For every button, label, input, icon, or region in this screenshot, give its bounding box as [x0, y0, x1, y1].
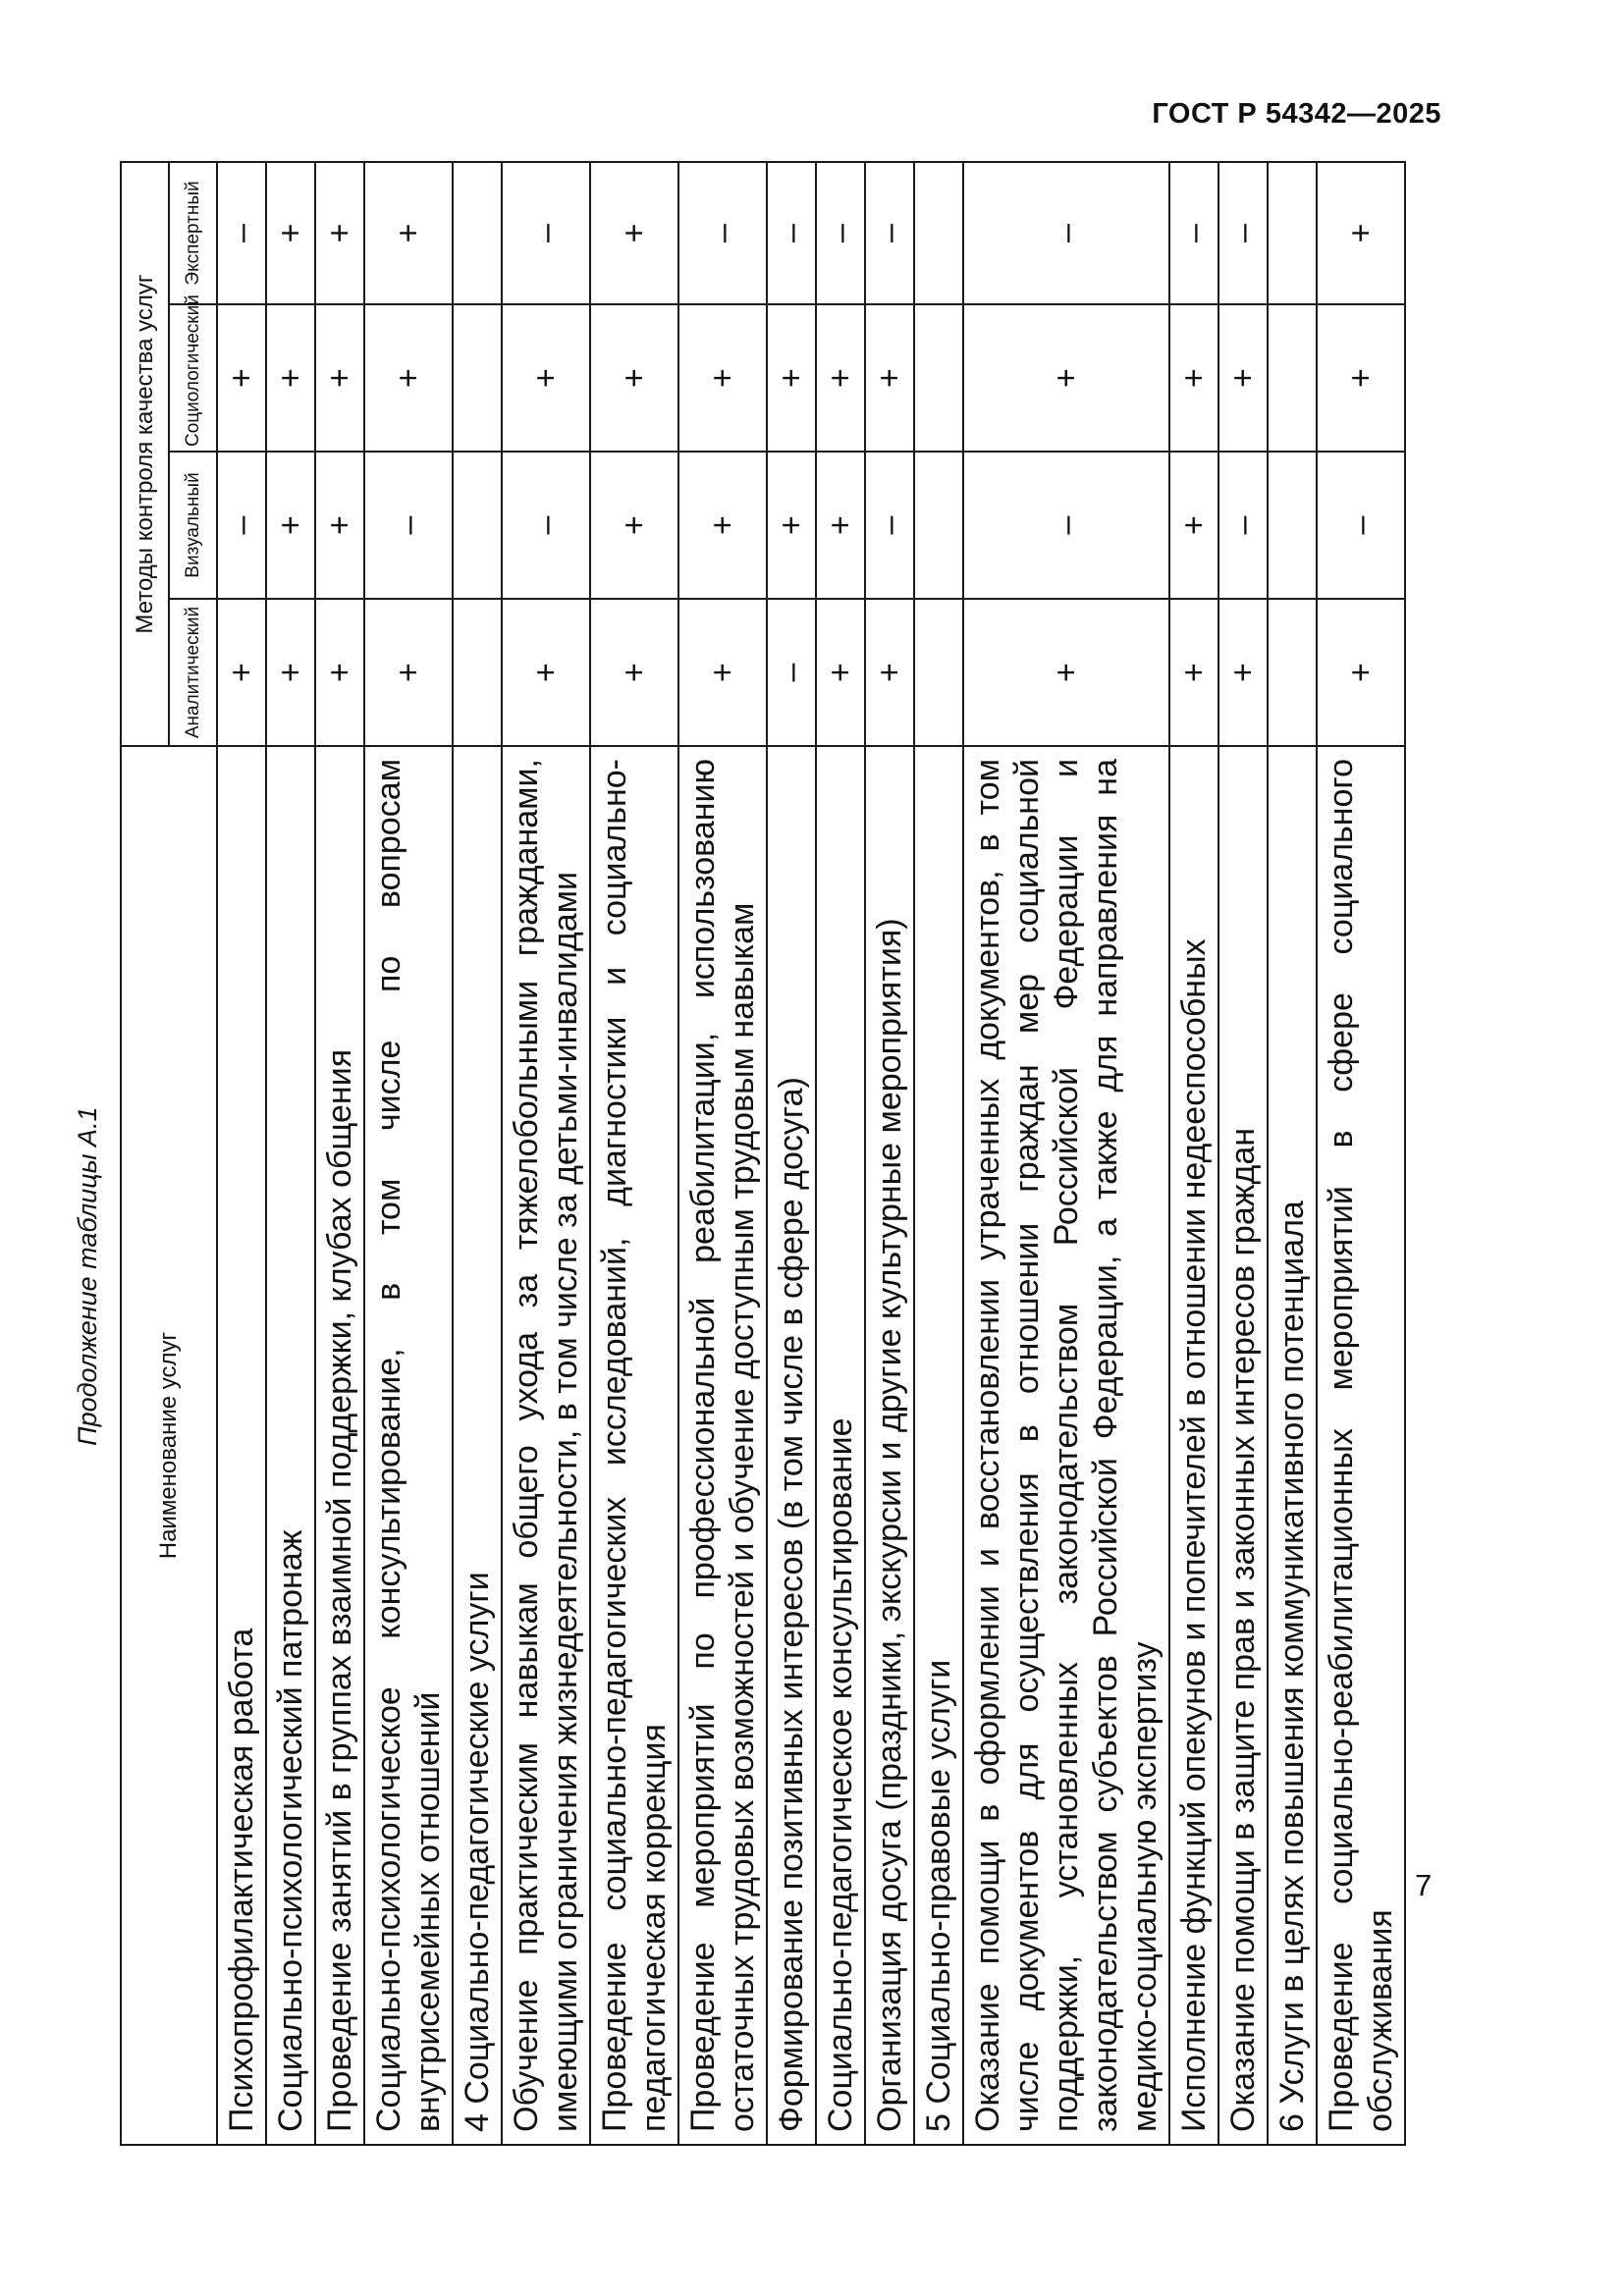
mark-visual: –	[865, 452, 914, 599]
section-row	[914, 162, 963, 2145]
mark-visual: +	[315, 452, 364, 599]
mark-sociological: +	[963, 304, 1169, 452]
service-row	[266, 162, 315, 2145]
mark-visual: –	[963, 452, 1169, 599]
service-name: Организация досуга (праздники, экскурсии и другие культурные мероприятия)	[865, 746, 914, 2145]
mark-analytical: +	[865, 599, 914, 746]
mark-sociological: +	[1317, 304, 1405, 452]
mark-visual: –	[1218, 452, 1268, 599]
mark-visual: –	[364, 452, 453, 599]
mark-sociological: +	[1169, 304, 1218, 452]
service-name: Социально-психологическое консультирование, в том числе по вопросам внутрисемейных отношений	[364, 746, 453, 2145]
mark-analytical: +	[1169, 599, 1218, 746]
mark-expert: –	[963, 162, 1169, 304]
service-row	[816, 162, 865, 2145]
mark-expert	[453, 162, 502, 304]
service-name: Психопрофилактическая работа	[217, 746, 266, 2145]
service-name: Оказание помощи в оформлении и восстановлении утраченных документов, в том числе документов для осуществления в отношении граждан мер социальной поддержки, установленных законодательством Российской Федерации и законодательством субъектов Российской Федерации, а также для направления на медико-социальную экспертизу	[963, 746, 1169, 2145]
section-title: 6 Услуги в целях повышения коммуникативного потенциала	[1268, 746, 1317, 2145]
mark-expert: +	[266, 162, 315, 304]
mark-expert: –	[502, 162, 590, 304]
mark-sociological: +	[266, 304, 315, 452]
header-row-main	[121, 162, 169, 2145]
mark-analytical	[1268, 599, 1317, 746]
column-header-service-name: Наименование услуг	[121, 746, 217, 2145]
service-name: Формирование позитивных интересов (в том числе в сфере досуга)	[767, 746, 816, 2145]
mark-visual: +	[266, 452, 315, 599]
table-continuation-caption: Продолжение таблицы А.1	[73, 1106, 102, 1446]
column-header-methods-group: Методы контроля качества услуг	[121, 162, 169, 746]
mark-sociological	[1268, 304, 1317, 452]
mark-visual	[1268, 452, 1317, 599]
mark-visual: +	[767, 452, 816, 599]
mark-sociological	[453, 304, 502, 452]
service-row	[678, 162, 767, 2145]
mark-visual: –	[502, 452, 590, 599]
mark-visual	[453, 452, 502, 599]
service-row	[502, 162, 590, 2145]
mark-analytical	[453, 599, 502, 746]
service-name: Оказание помощи в защите прав и законных интересов граждан	[1218, 746, 1268, 2145]
service-name: Социально-педагогическое консультирование	[816, 746, 865, 2145]
mark-sociological: +	[1218, 304, 1268, 452]
service-row	[963, 162, 1169, 2145]
column-header-sociological: Социологический	[169, 304, 217, 452]
service-name: Проведение социально-педагогических исследований, диагностики и социально-педагогическая коррекция	[590, 746, 678, 2145]
mark-analytical: +	[364, 599, 453, 746]
mark-expert: –	[217, 162, 266, 304]
mark-analytical: +	[678, 599, 767, 746]
service-name: Проведение мероприятий по профессиональной реабилитации, использованию остаточных трудовых возможностей и обучение доступным трудовым навыкам	[678, 746, 767, 2145]
mark-expert: +	[315, 162, 364, 304]
mark-sociological: +	[315, 304, 364, 452]
column-header-analytical: Аналитический	[169, 599, 217, 746]
service-name: Проведение занятий в группах взаимной поддержки, клубах общения	[315, 746, 364, 2145]
mark-visual: +	[590, 452, 678, 599]
service-row	[590, 162, 678, 2145]
column-header-visual: Визуальный	[169, 452, 217, 599]
mark-sociological: +	[364, 304, 453, 452]
mark-sociological: +	[217, 304, 266, 452]
mark-sociological: +	[816, 304, 865, 452]
mark-visual	[914, 452, 963, 599]
table-header	[121, 162, 217, 2145]
service-row	[364, 162, 453, 2145]
mark-visual: –	[1317, 452, 1405, 599]
mark-sociological: +	[678, 304, 767, 452]
mark-expert: –	[865, 162, 914, 304]
service-row	[1317, 162, 1405, 2145]
mark-expert	[914, 162, 963, 304]
service-row	[1169, 162, 1218, 2145]
mark-analytical: –	[767, 599, 816, 746]
service-row	[767, 162, 816, 2145]
mark-expert: –	[678, 162, 767, 304]
service-row	[217, 162, 266, 2145]
mark-expert: –	[816, 162, 865, 304]
mark-expert	[1268, 162, 1317, 304]
mark-expert: +	[364, 162, 453, 304]
rotated-table-container	[120, 161, 1406, 2146]
mark-analytical: +	[590, 599, 678, 746]
service-name: Социально-психологический патронаж	[266, 746, 315, 2145]
page-number: 7	[1415, 1868, 1433, 1902]
mark-analytical: +	[1218, 599, 1268, 746]
section-row	[453, 162, 502, 2145]
mark-visual: +	[816, 452, 865, 599]
service-row	[865, 162, 914, 2145]
mark-expert: –	[1169, 162, 1218, 304]
column-header-expert: Экспертный	[169, 162, 217, 304]
mark-analytical	[914, 599, 963, 746]
service-row	[1218, 162, 1268, 2145]
mark-analytical: +	[502, 599, 590, 746]
services-quality-control-table	[120, 161, 1406, 2146]
section-title: 5 Социально-правовые услуги	[914, 746, 963, 2145]
mark-sociological	[914, 304, 963, 452]
mark-expert: +	[590, 162, 678, 304]
mark-sociological: +	[502, 304, 590, 452]
table-body	[217, 162, 1405, 2145]
section-title: 4 Социально-педагогические услуги	[453, 746, 502, 2145]
mark-expert: +	[1317, 162, 1405, 304]
mark-sociological: +	[590, 304, 678, 452]
mark-sociological: +	[865, 304, 914, 452]
mark-expert: –	[767, 162, 816, 304]
mark-analytical: +	[266, 599, 315, 746]
mark-visual: –	[217, 452, 266, 599]
service-name: Проведение социально-реабилитационных мероприятий в сфере социального обслуживания	[1317, 746, 1405, 2145]
section-row	[1268, 162, 1317, 2145]
mark-expert: –	[1218, 162, 1268, 304]
mark-analytical: +	[963, 599, 1169, 746]
service-name: Исполнение функций опекунов и попечителей в отношении недееспособных	[1169, 746, 1218, 2145]
mark-analytical: +	[816, 599, 865, 746]
mark-visual: +	[678, 452, 767, 599]
mark-visual: +	[1169, 452, 1218, 599]
mark-analytical: +	[1317, 599, 1405, 746]
service-name: Обучение практическим навыкам общего ухода за тяжелобольными гражданами, имеющими ограничения жизнедеятельности, в том числе за детьми-инвалидами	[502, 746, 590, 2145]
mark-analytical: +	[217, 599, 266, 746]
service-row	[315, 162, 364, 2145]
document-code-header: ГОСТ Р 54342—2025	[1152, 98, 1441, 130]
mark-analytical: +	[315, 599, 364, 746]
mark-sociological: +	[767, 304, 816, 452]
